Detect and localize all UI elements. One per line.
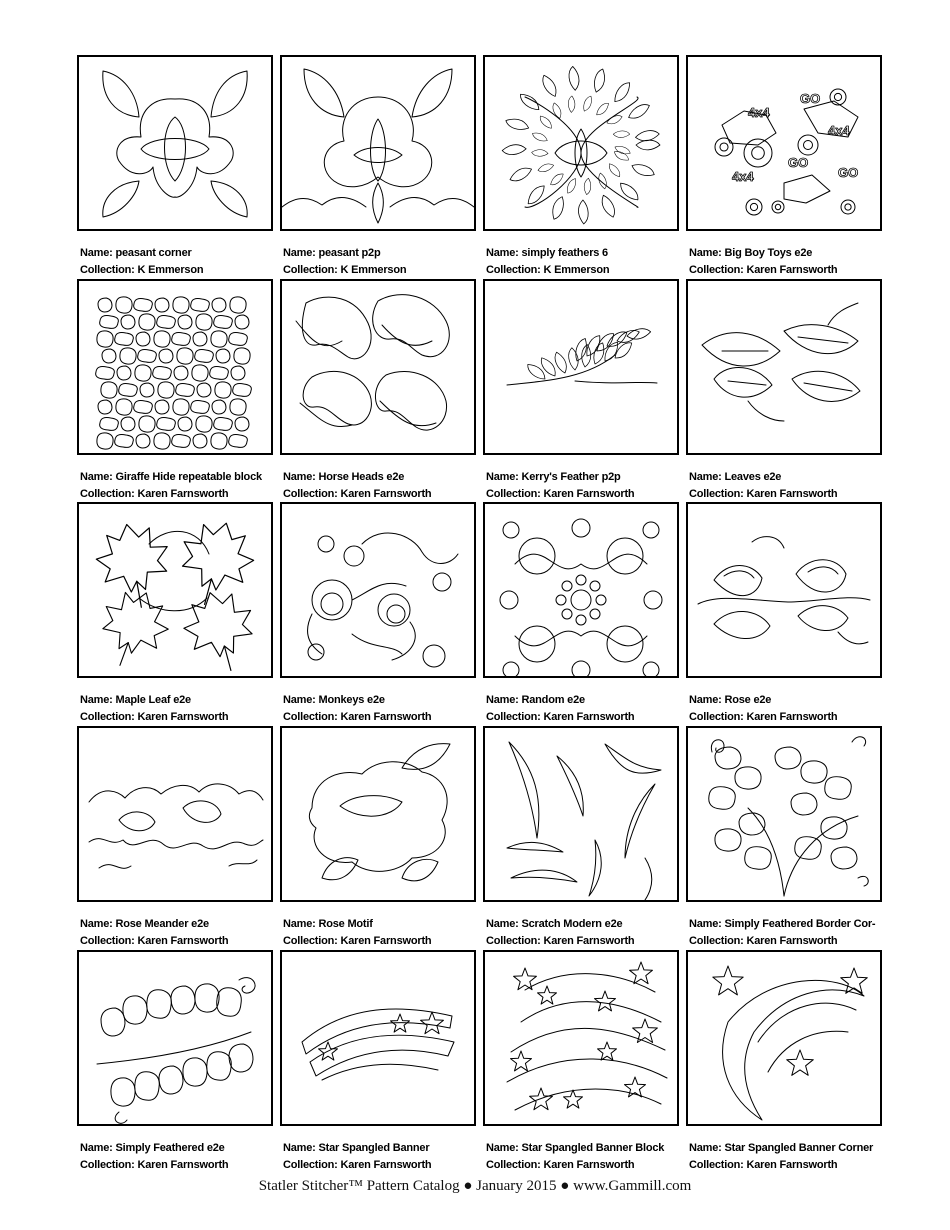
pattern-caption: [689, 469, 889, 503]
pattern-name: Star Spangled Banner Block: [521, 1142, 665, 1154]
pattern-name: Kerry's Feather p2p: [521, 471, 621, 483]
pattern-thumbnail: [483, 950, 679, 1126]
name-label: Name: [486, 694, 516, 706]
collection-label: Collection: [486, 711, 538, 723]
name-label: Name: [80, 471, 110, 483]
pattern-name-line: Name: Random e2e: [486, 694, 585, 706]
pattern-thumbnail: [483, 279, 679, 455]
pattern-caption: [80, 692, 280, 726]
pattern-collection-line: Collection: Karen Farnsworth: [283, 711, 432, 723]
pattern-name-line: Name: Simply Feathered e2e: [80, 1142, 225, 1154]
pattern-rose-e2e-drawing: [688, 504, 880, 676]
pattern-collection-line: Collection: Karen Farnsworth: [689, 935, 838, 947]
pattern-toys-drawing: [688, 57, 880, 229]
collection-label: Collection: [283, 1159, 335, 1171]
pattern-banner-block-drawing: [485, 952, 677, 1124]
pattern-thumbnail: [280, 502, 476, 678]
pattern-thumbnail: [483, 55, 679, 231]
pattern-collection: Karen Farnsworth: [137, 1159, 229, 1171]
pattern-random-drawing: [485, 504, 677, 676]
name-label: Name: [283, 694, 313, 706]
pattern-banner-corner-drawing: [688, 952, 880, 1124]
name-label: Name: [486, 918, 516, 930]
pattern-collection-line: Collection: Karen Farnsworth: [283, 1159, 432, 1171]
pattern-name: peasant corner: [115, 247, 192, 259]
pattern-name-line: Name: Rose e2e: [689, 694, 772, 706]
pattern-banner-drawing: [282, 952, 474, 1124]
name-label: Name: [283, 918, 313, 930]
pattern-thumbnail: [280, 950, 476, 1126]
pattern-name-line: Name: Big Boy Toys e2e: [689, 247, 813, 259]
pattern-name-line: Name: Monkeys e2e: [283, 694, 385, 706]
svg-text:GO: GO: [800, 91, 821, 106]
pattern-collection: Karen Farnsworth: [543, 488, 635, 500]
pattern-thumbnail: [280, 55, 476, 231]
pattern-thumbnail: [686, 279, 882, 455]
pattern-thumbnail: [77, 279, 273, 455]
pattern-caption: [283, 245, 483, 279]
pattern-name-line: Name: Leaves e2e: [689, 471, 782, 483]
collection-label: Collection: [283, 488, 335, 500]
name-label: Name: [80, 694, 110, 706]
pattern-collection: Karen Farnsworth: [746, 935, 838, 947]
pattern-collection-line: Collection: K Emmerson: [486, 264, 610, 276]
name-label: Name: [80, 918, 110, 930]
pattern-caption: [486, 916, 686, 950]
pattern-collection-line: Collection: Karen Farnsworth: [486, 488, 635, 500]
pattern-caption: [486, 469, 686, 503]
pattern-thumbnail: [77, 726, 273, 902]
pattern-collection-line: Collection: Karen Farnsworth: [486, 935, 635, 947]
pattern-caption: [486, 1140, 686, 1174]
collection-label: Collection: [80, 264, 132, 276]
pattern-caption: [80, 916, 280, 950]
name-label: Name: [80, 1142, 110, 1154]
pattern-name: Scratch Modern e2e: [521, 918, 623, 930]
pattern-name: Star Spangled Banner Corner: [724, 1142, 874, 1154]
collection-label: Collection: [689, 935, 741, 947]
name-label: Name: [689, 918, 719, 930]
pattern-feather-e2e-drawing: [79, 952, 271, 1124]
pattern-collection: Karen Farnsworth: [340, 935, 432, 947]
name-label: Name: [689, 247, 719, 259]
pattern-name: peasant p2p: [318, 247, 381, 259]
pattern-caption: [283, 692, 483, 726]
pattern-horses-drawing: [282, 281, 474, 453]
pattern-thumbnail: [280, 726, 476, 902]
pattern-rose-motif-drawing: [282, 728, 474, 900]
pattern-name: Simply Feathered Border Cor-: [724, 918, 876, 930]
pattern-giraffe-drawing: [79, 281, 271, 453]
pattern-thumbnail: [686, 950, 882, 1126]
name-label: Name: [689, 471, 719, 483]
name-label: Name: [486, 1142, 516, 1154]
pattern-name-line: Name: Giraffe Hide repeatable block: [80, 471, 262, 483]
name-label: Name: [486, 247, 516, 259]
collection-label: Collection: [80, 935, 132, 947]
pattern-collection: Karen Farnsworth: [543, 1159, 635, 1171]
pattern-collection-line: Collection: Karen Farnsworth: [80, 1159, 229, 1171]
pattern-collection: Karen Farnsworth: [137, 488, 229, 500]
pattern-name: Maple Leaf e2e: [115, 694, 191, 706]
pattern-thumbnail: [280, 279, 476, 455]
pattern-maple-drawing: [79, 504, 271, 676]
pattern-collection: K Emmerson: [137, 264, 204, 276]
pattern-collection: Karen Farnsworth: [340, 711, 432, 723]
svg-text:4x4: 4x4: [748, 105, 770, 120]
pattern-name: Rose e2e: [724, 694, 772, 706]
pattern-caption: [689, 245, 889, 279]
pattern-name-line: Name: Star Spangled Banner: [283, 1142, 430, 1154]
catalog-footer: Statler Stitcher™ Pattern Catalog ● January 2015 ● www.Gammill.com: [258, 1178, 692, 1194]
pattern-collection: Karen Farnsworth: [137, 711, 229, 723]
pattern-thumbnail: [77, 950, 273, 1126]
pattern-collection: Karen Farnsworth: [137, 935, 229, 947]
collection-label: Collection: [689, 488, 741, 500]
pattern-name-line: Name: Star Spangled Banner Block: [486, 1142, 665, 1154]
pattern-collection: Karen Farnsworth: [543, 711, 635, 723]
name-label: Name: [80, 247, 110, 259]
collection-label: Collection: [80, 711, 132, 723]
collection-label: Collection: [689, 264, 741, 276]
name-label: Name: [283, 471, 313, 483]
pattern-thumbnail: [483, 502, 679, 678]
collection-label: Collection: [486, 935, 538, 947]
pattern-name-line: Name: peasant corner: [80, 247, 192, 259]
pattern-caption: [80, 469, 280, 503]
pattern-name: Random e2e: [521, 694, 585, 706]
pattern-name: Rose Motif: [318, 918, 373, 930]
pattern-peasant-corner-drawing: [79, 57, 271, 229]
pattern-collection: Karen Farnsworth: [746, 264, 838, 276]
pattern-peasant-p2p-drawing: [282, 57, 474, 229]
pattern-caption: [689, 1140, 889, 1174]
pattern-collection-line: Collection: K Emmerson: [80, 264, 204, 276]
pattern-collection: Karen Farnsworth: [746, 711, 838, 723]
pattern-collection-line: Collection: Karen Farnsworth: [486, 1159, 635, 1171]
pattern-name: simply feathers 6: [521, 247, 608, 259]
pattern-collection-line: Collection: Karen Farnsworth: [689, 1159, 838, 1171]
collection-label: Collection: [80, 1159, 132, 1171]
pattern-collection: K Emmerson: [340, 264, 407, 276]
pattern-caption: [689, 692, 889, 726]
pattern-collection-line: Collection: Karen Farnsworth: [689, 488, 838, 500]
pattern-collection: K Emmerson: [543, 264, 610, 276]
pattern-collection-line: Collection: Karen Farnsworth: [283, 935, 432, 947]
pattern-caption: [486, 692, 686, 726]
pattern-thumbnail: [483, 726, 679, 902]
collection-label: Collection: [80, 488, 132, 500]
name-label: Name: [283, 1142, 313, 1154]
pattern-caption: [80, 245, 280, 279]
pattern-name-line: Name: Rose Meander e2e: [80, 918, 209, 930]
pattern-name: Giraffe Hide repeatable block: [115, 471, 262, 483]
pattern-collection-line: Collection: Karen Farnsworth: [486, 711, 635, 723]
pattern-caption: [283, 1140, 483, 1174]
name-label: Name: [283, 247, 313, 259]
pattern-thumbnail: [686, 55, 882, 231]
pattern-name-line: Name: Rose Motif: [283, 918, 373, 930]
pattern-thumbnail: [686, 726, 882, 902]
pattern-collection: Karen Farnsworth: [746, 488, 838, 500]
pattern-feather-medallion-drawing: [485, 57, 677, 229]
collection-label: Collection: [486, 264, 538, 276]
pattern-collection-line: Collection: Karen Farnsworth: [80, 935, 229, 947]
name-label: Name: [486, 471, 516, 483]
pattern-feather-corner-drawing: [688, 728, 880, 900]
collection-label: Collection: [486, 488, 538, 500]
pattern-name-line: Name: peasant p2p: [283, 247, 381, 259]
name-label: Name: [689, 1142, 719, 1154]
pattern-rose-meander-drawing: [79, 728, 271, 900]
collection-label: Collection: [283, 711, 335, 723]
pattern-name: Leaves e2e: [724, 471, 782, 483]
pattern-collection-line: Collection: Karen Farnsworth: [80, 488, 229, 500]
pattern-collection-line: Collection: Karen Farnsworth: [283, 488, 432, 500]
pattern-name: Star Spangled Banner: [318, 1142, 430, 1154]
pattern-thumbnail: [77, 55, 273, 231]
pattern-name-line: Name: Simply Feathered Border Cor-: [689, 918, 876, 930]
pattern-name: Big Boy Toys e2e: [724, 247, 813, 259]
pattern-collection: Karen Farnsworth: [340, 1159, 432, 1171]
pattern-collection-line: Collection: Karen Farnsworth: [80, 711, 229, 723]
collection-label: Collection: [486, 1159, 538, 1171]
pattern-thumbnail: [77, 502, 273, 678]
pattern-monkeys-drawing: [282, 504, 474, 676]
pattern-collection-line: Collection: Karen Farnsworth: [689, 711, 838, 723]
pattern-name: Horse Heads e2e: [318, 471, 405, 483]
pattern-scratch-drawing: [485, 728, 677, 900]
pattern-caption: [283, 916, 483, 950]
pattern-name-line: Name: Kerry's Feather p2p: [486, 471, 621, 483]
pattern-name: Monkeys e2e: [318, 694, 385, 706]
pattern-thumbnail: [686, 502, 882, 678]
pattern-caption: [80, 1140, 280, 1174]
pattern-caption: [689, 916, 889, 950]
pattern-collection-line: Collection: K Emmerson: [283, 264, 407, 276]
pattern-name: Rose Meander e2e: [115, 918, 209, 930]
collection-label: Collection: [689, 1159, 741, 1171]
svg-text:4x4: 4x4: [828, 123, 850, 138]
pattern-collection: Karen Farnsworth: [746, 1159, 838, 1171]
pattern-collection-line: Collection: Karen Farnsworth: [689, 264, 838, 276]
pattern-name: Simply Feathered e2e: [115, 1142, 225, 1154]
pattern-caption: [486, 245, 686, 279]
collection-label: Collection: [283, 935, 335, 947]
svg-text:4x4: 4x4: [732, 169, 754, 184]
pattern-collection: Karen Farnsworth: [543, 935, 635, 947]
pattern-name-line: Name: Maple Leaf e2e: [80, 694, 191, 706]
pattern-name-line: Name: Horse Heads e2e: [283, 471, 405, 483]
pattern-name-line: Name: simply feathers 6: [486, 247, 608, 259]
pattern-name-line: Name: Star Spangled Banner Corner: [689, 1142, 874, 1154]
collection-label: Collection: [689, 711, 741, 723]
pattern-collection: Karen Farnsworth: [340, 488, 432, 500]
name-label: Name: [689, 694, 719, 706]
pattern-caption: [283, 469, 483, 503]
svg-text:GO: GO: [838, 165, 859, 180]
collection-label: Collection: [283, 264, 335, 276]
svg-text:GO: GO: [788, 155, 809, 170]
pattern-leaves-drawing: [688, 281, 880, 453]
pattern-name-line: Name: Scratch Modern e2e: [486, 918, 623, 930]
pattern-feather-p2p-drawing: [485, 281, 677, 453]
